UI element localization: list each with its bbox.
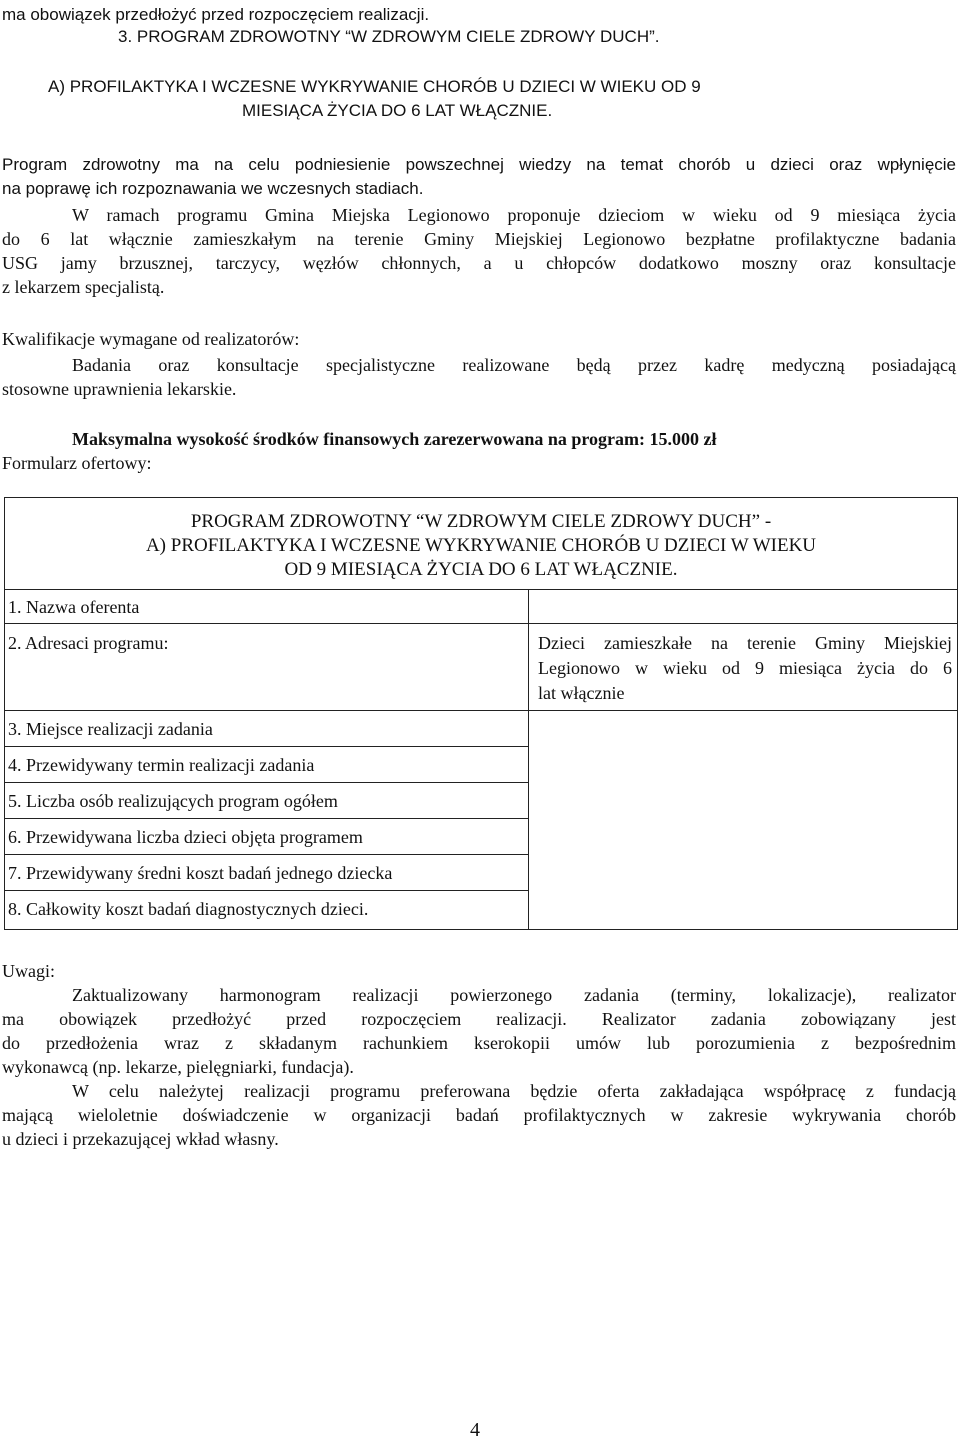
scope-line: W ramach programu Gmina Miejska Legionowo proponuje dzieciom w wieku od 9 miesiąca życia bbox=[72, 205, 956, 225]
notes-line: mającą wieloletnie doświadczenie w organizacji badań profilaktycznych w zakresie wykrywania chorób bbox=[2, 1105, 956, 1125]
goal-line2: na poprawę ich rozpoznawania we wczesnych stadiach. bbox=[2, 179, 424, 198]
form-row-label: 7. Przewidywany średni koszt badań jednego dziecka bbox=[8, 863, 393, 883]
funding-amount: Maksymalna wysokość środków finansowych zarezerwowana na program: 15.000 zł bbox=[72, 429, 717, 449]
goal-line1: Program zdrowotny ma na celu podniesienie powszechnej wiedzy na temat chorób u dzieci oraz wpłynięcie bbox=[2, 155, 956, 174]
program-subheading-line1: A) PROFILAKTYKA I WCZESNE WYKRYWANIE CHORÓB U DZIECI W WIEKU OD 9 bbox=[48, 77, 701, 96]
form-row-label: 4. Przewidywany termin realizacji zadania bbox=[8, 755, 315, 775]
continuation-line: ma obowiązek przedłożyć przed rozpoczęciem realizacji. bbox=[2, 5, 430, 24]
form-row-label: 8. Całkowity koszt badań diagnostycznych dzieci. bbox=[8, 899, 369, 919]
form-label: Formularz ofertowy: bbox=[2, 453, 152, 473]
table-column-divider bbox=[528, 589, 529, 930]
scope-line: z lekarzem specjalistą. bbox=[2, 277, 165, 297]
program-subheading-line2: MIESIĄCA ŻYCIA DO 6 LAT WŁĄCZNIE. bbox=[242, 101, 553, 120]
qualifications-line2: stosowne uprawnienia lekarskie. bbox=[2, 379, 237, 399]
form-title-line2: A) PROFILAKTYKA I WCZESNE WYKRYWANIE CHORÓB U DZIECI W WIEKU bbox=[145, 535, 817, 556]
scope-line: USG jamy brzusznej, tarczycy, węzłów chłonnych, a u chłopców dodatkowo moszny oraz konsultacje bbox=[2, 253, 956, 273]
form-row-label: 5. Liczba osób realizujących program ogółem bbox=[8, 791, 338, 811]
form-row-label: 3. Miejsce realizacji zadania bbox=[8, 719, 213, 739]
scope-line: do 6 lat włącznie zamieszkałym na terenie Gminy Miejskiej Legionowo bezpłatne profilaktyczne badania bbox=[2, 229, 956, 249]
notes-label: Uwagi: bbox=[2, 961, 55, 981]
notes-line: wykonawcą (np. lekarze, pielęgniarki, fundacja). bbox=[2, 1057, 354, 1077]
form-value-line: Dzieci zamieszkałe na terenie Gminy Miejskiej bbox=[538, 633, 952, 653]
table-border bbox=[4, 589, 528, 590]
qualifications-line1: Badania oraz konsultacje specjalistyczne realizowane będą przez kadrę medyczną posiadającą bbox=[72, 355, 956, 375]
table-border bbox=[4, 854, 528, 855]
program-heading: 3. PROGRAM ZDROWOTNY “W ZDROWYM CIELE ZDROWY DUCH”. bbox=[118, 27, 660, 46]
form-value-line: Legionowo w wieku od 9 miesiąca życia do 6 bbox=[538, 658, 952, 678]
form-value-line: lat włącznie bbox=[538, 683, 625, 703]
form-row-label: 2. Adresaci programu: bbox=[8, 633, 169, 653]
form-row-label: 6. Przewidywana liczba dzieci objęta programem bbox=[8, 827, 363, 847]
form-title-line3: OD 9 MIESIĄCA ŻYCIA DO 6 LAT WŁĄCZNIE. bbox=[284, 559, 678, 580]
form-title-line1: PROGRAM ZDROWOTNY “W ZDROWYM CIELE ZDROWY DUCH” - bbox=[190, 511, 772, 532]
table-border bbox=[4, 746, 528, 747]
form-value-oferent[interactable] bbox=[530, 592, 956, 621]
table-border bbox=[4, 782, 528, 783]
notes-line: Zaktualizowany harmonogram realizacji powierzonego zadania (terminy, lokalizacje), realizator bbox=[72, 985, 956, 1005]
table-border bbox=[4, 890, 528, 891]
table-border bbox=[4, 623, 958, 624]
qualifications-label: Kwalifikacje wymagane od realizatorów: bbox=[2, 329, 300, 349]
page-number: 4 bbox=[470, 1419, 480, 1441]
notes-line: ma obowiązek przedłożyć przed rozpoczęciem realizacji. Realizator zadania zobowiązany jest bbox=[2, 1009, 956, 1029]
notes-line: do przedłożenia wraz z składanym rachunkiem kserokopii umów lub porozumienia z bezpośrednim bbox=[2, 1033, 956, 1053]
table-border bbox=[4, 710, 958, 711]
notes-line: W celu należytej realizacji programu preferowana będzie oferta zakładająca współpracę z fundacją bbox=[72, 1081, 956, 1101]
notes-line: u dzieci i przekazującej wkład własny. bbox=[2, 1129, 279, 1149]
table-border bbox=[4, 818, 528, 819]
form-row-label: 1. Nazwa oferenta bbox=[8, 597, 140, 617]
table-border bbox=[528, 589, 958, 590]
